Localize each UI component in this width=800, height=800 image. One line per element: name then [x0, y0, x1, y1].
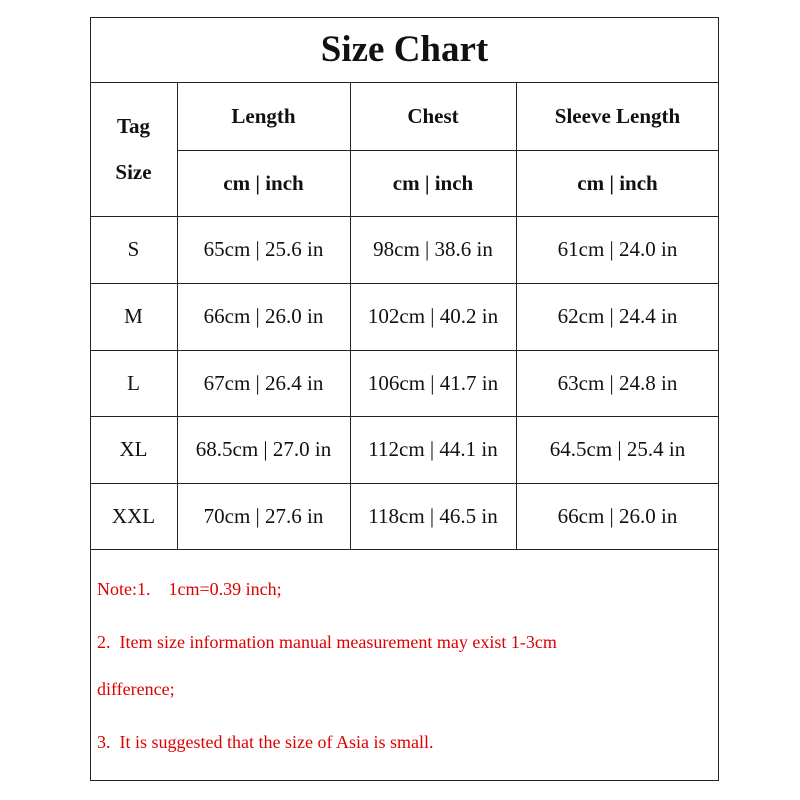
length-cell: 65cm | 25.6 in	[203, 237, 324, 261]
unit-header-chest: cm | inch	[392, 170, 474, 195]
note-2-line-2: difference;	[97, 679, 175, 699]
size-cell: L	[127, 370, 140, 395]
length-cell: 66cm | 26.0 in	[203, 304, 324, 328]
divider	[90, 549, 719, 550]
length-cell: 70cm | 27.6 in	[203, 503, 324, 528]
column-header-chest: Chest	[407, 103, 459, 128]
sleeve-cell: 62cm | 24.4 in	[557, 304, 678, 328]
note-2-line-1: 2. Item size information manual measurement may exist 1-3cm	[97, 632, 557, 652]
sleeve-cell: 63cm | 24.8 in	[557, 370, 678, 395]
length-cell: 68.5cm | 27.0 in	[195, 437, 332, 461]
note-3: 3. It is suggested that the size of Asia is small.	[97, 732, 434, 752]
chest-cell: 98cm | 38.6 in	[373, 237, 493, 261]
column-header-length: Length	[231, 103, 296, 128]
sleeve-cell: 61cm | 24.0 in	[557, 237, 678, 261]
note-1: Note:1. 1cm=0.39 inch;	[97, 579, 282, 599]
size-cell: M	[124, 304, 143, 328]
chest-cell: 118cm | 46.5 in	[368, 503, 498, 528]
tag-size-header-line1: Tag	[116, 114, 151, 138]
size-cell: XXL	[111, 503, 156, 528]
chest-cell: 102cm | 40.2 in	[367, 304, 499, 328]
unit-header-sleeve-length: cm | inch	[577, 170, 658, 195]
tag-size-header	[90, 82, 177, 216]
sleeve-cell: 64.5cm | 25.4 in	[549, 437, 686, 461]
size-cell: XL	[119, 437, 148, 461]
column-header-sleeve-length: Sleeve Length	[554, 103, 681, 128]
chest-cell: 112cm | 44.1 in	[368, 437, 498, 461]
sleeve-cell: 66cm | 26.0 in	[557, 503, 678, 528]
chest-cell: 106cm | 41.7 in	[367, 370, 499, 395]
length-cell: 67cm | 26.4 in	[203, 370, 324, 395]
tag-size-header-line2: Size	[115, 160, 152, 184]
unit-header-length: cm | inch	[223, 170, 304, 195]
size-cell: S	[127, 237, 140, 261]
page-title: Size Chart	[320, 29, 489, 70]
